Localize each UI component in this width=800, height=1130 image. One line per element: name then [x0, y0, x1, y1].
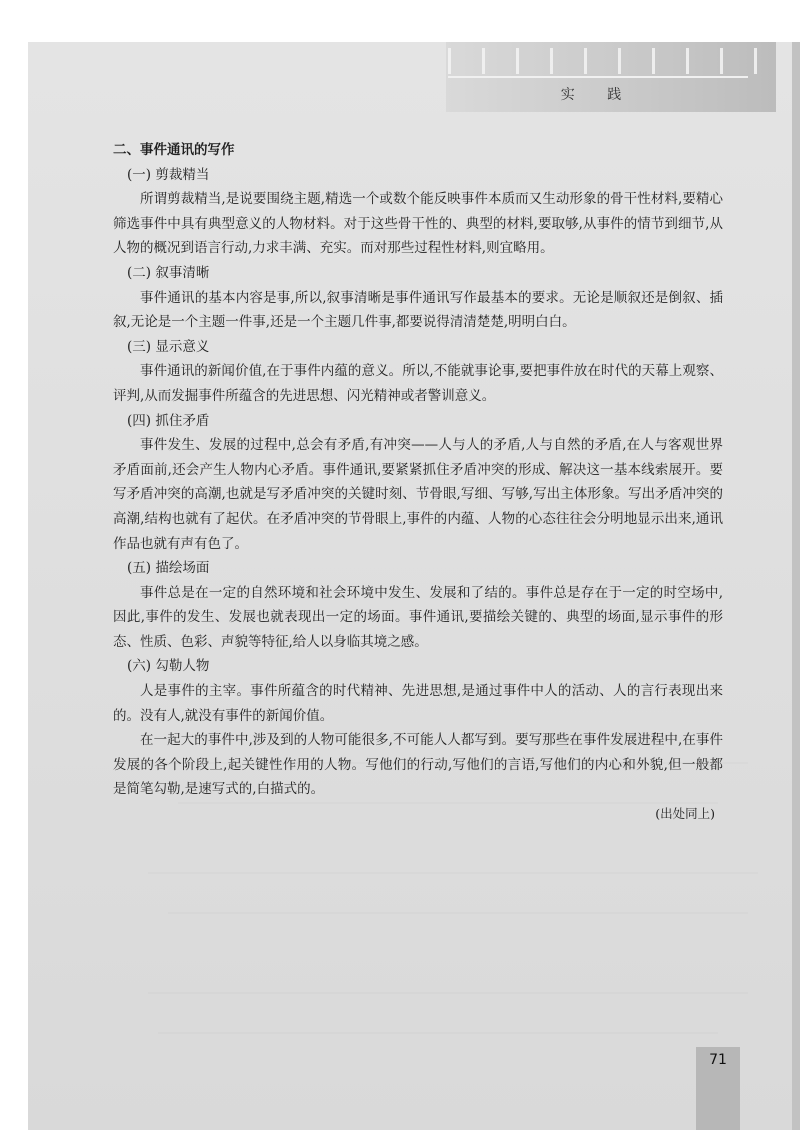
paragraph: 事件通讯的新闻价值,在于事件内蕴的意义。所以,不能就事论事,要把事件放在时代的天幕上观察、评判,从而发掘事件所蕴含的先进思想、闪光精神或者警训意义。: [113, 363, 723, 404]
subheading-1: (一) 剪裁精当: [127, 166, 210, 183]
paragraph: 事件总是在一定的自然环境和社会环境中发生、发展和了结的。事件总是存在于一定的时空场中,因此,事件的发生、发展也就表现出一定的场面。事件通讯,要描绘关键的、典型的场面,显示事件的形态、性质、色彩、声貌等特征,给人以身临其境之感。: [113, 584, 723, 650]
subheading-4: (四) 抓住矛盾: [127, 412, 210, 429]
article-body: [113, 138, 723, 827]
running-header-title: 实 践: [560, 87, 636, 103]
subheading-3: (三) 显示意义: [127, 338, 210, 355]
paragraph: 人是事件的主宰。事件所蕴含的时代精神、先进思想,是通过事件中人的活动、人的言行表现出来的。没有人,就没有事件的新闻价值。: [113, 683, 723, 724]
book-page: [28, 42, 800, 1130]
page-edge-shadow: [792, 42, 800, 1130]
paragraph: 事件通讯的基本内容是事,所以,叙事清晰是事件通讯写作最基本的要求。无论是顺叙还是倒叙、插叙,无论是一个主题一件事,还是一个主题几件事,都要说得清清楚楚,明明白白。: [113, 289, 723, 331]
subheading-6: (六) 勾勒人物: [127, 658, 210, 675]
subheading-2: (二) 叙事清晰: [127, 264, 210, 281]
page-number: 71: [709, 1052, 727, 1068]
section-heading: 二、事件通讯的写作: [113, 142, 235, 158]
header-decoration: [448, 48, 758, 74]
paragraph: 事件发生、发展的过程中,总会有矛盾,有冲突——人与人的矛盾,人与自然的矛盾,在人与客观世界矛盾面前,还会产生人物内心矛盾。事件通讯,要紧紧抓住矛盾冲突的形成、解决这一基本线索展开。要写矛盾冲突的高潮,也就是写矛盾冲突的关键时刻、节骨眼,写细、写够,写出主体形象。写出矛盾冲突的高潮,结构也就有了起伏。在矛盾冲突的节骨眼上,事件的内蕴、人物的心态往往会分明地显示出来,通讯作品也就有声有色了。: [113, 437, 723, 552]
paragraph: 所谓剪裁精当,是说要围绕主题,精选一个或数个能反映事件本质而又生动形象的骨干性材料,要精心筛选事件中具有典型意义的人物材料。对于这些骨干性的、典型的材料,要取够,从事件的情节到细节,从人物的概况到语言行动,力求丰满、充实。而对那些过程性材料,则宜略用。: [113, 191, 723, 257]
paragraph: 在一起大的事件中,涉及到的人物可能很多,不可能人人都写到。要写那些在事件发展进程中,在事件发展的各个阶段上,起关键性作用的人物。写他们的行动,写他们的言语,写他们的内心和外貌,但一般都是简笔勾勒,是速写式的,白描式的。: [113, 732, 723, 798]
source-note: (出处同上): [655, 806, 715, 822]
header-divider: [448, 76, 748, 78]
subheading-5: (五) 描绘场面: [127, 560, 210, 577]
